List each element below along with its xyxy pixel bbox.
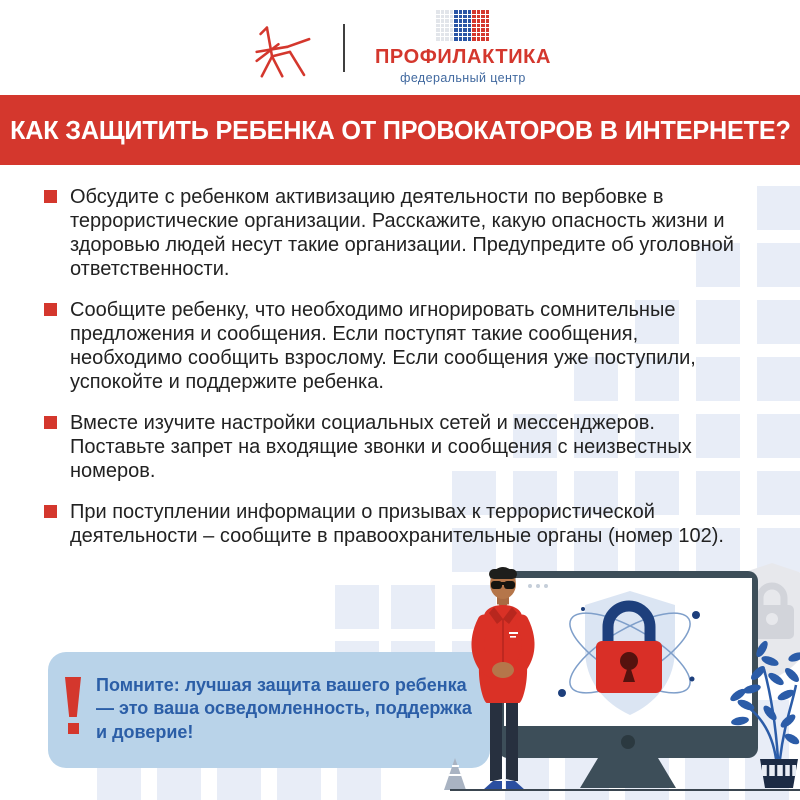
flag-pixel [463, 15, 467, 19]
flag-pixel [463, 28, 467, 32]
list-item [44, 185, 748, 281]
flag-pixel [450, 37, 454, 41]
flag-pixel [481, 28, 485, 32]
flag-pixel [472, 37, 476, 41]
flag-pixel [454, 19, 458, 23]
flag-pixel [468, 28, 472, 32]
flag-pixel [459, 28, 463, 32]
brand-subtitle: федеральный центр [400, 70, 526, 85]
flag-pixel [463, 37, 467, 41]
flag-pixel [481, 33, 485, 37]
flag-pixel [459, 19, 463, 23]
flag-pixel [459, 15, 463, 19]
flag-pixel [472, 28, 476, 32]
flag-pixel [463, 33, 467, 37]
flag-pixel [445, 28, 449, 32]
flag-pixel [486, 10, 490, 14]
flag-pixel [481, 19, 485, 23]
brand-block [375, 10, 551, 85]
flag-pixel [454, 28, 458, 32]
flag-pixel [486, 15, 490, 19]
list-item [44, 298, 748, 394]
bg-square [335, 585, 379, 629]
advice-text: Обсудите с ребенком активизацию деятельности по вербовке в террористические организации. Расскажите, какую опасность жизни и здоровью людей несут такие организации. Предупредите об уголовной ответственности. [70, 186, 734, 280]
flag-pixel [436, 33, 440, 37]
flag-pixel [441, 10, 445, 14]
flag-pixel [450, 28, 454, 32]
flag-pixel [481, 15, 485, 19]
security-illustration-icon [440, 553, 800, 800]
flag-pixel [441, 15, 445, 19]
flag-pixel [445, 15, 449, 19]
brand-name: ПРОФИЛАКТИКА [374, 45, 552, 68]
flag-pixel [481, 24, 485, 28]
flag-pixel [468, 33, 472, 37]
flag-pixel [454, 24, 458, 28]
red-square-icon [44, 303, 57, 316]
advice-list [0, 165, 800, 548]
flag-pixel [459, 10, 463, 14]
flag-pixel [463, 19, 467, 23]
flag-pixel [450, 15, 454, 19]
flag-pixel [486, 37, 490, 41]
flag-pixel [463, 10, 467, 14]
flag-pixel [477, 10, 481, 14]
flag-pixel [445, 37, 449, 41]
flag-pixel [477, 28, 481, 32]
reminder-text: Помните: лучшая защита вашего ребенка — это ваша осведомленность, поддержка и доверие! [96, 675, 472, 742]
flag-pixel [486, 33, 490, 37]
flag-pixel [477, 33, 481, 37]
flag-pixel [468, 10, 472, 14]
flag-pixel [477, 37, 481, 41]
flag-pixel [454, 37, 458, 41]
bg-square [391, 585, 435, 629]
flag-pixel [472, 10, 476, 14]
flag-pixel [445, 24, 449, 28]
title-banner [0, 95, 800, 165]
flag-pixel [436, 10, 440, 14]
list-item [44, 411, 748, 483]
flag-pixel [459, 33, 463, 37]
flag-pixel [436, 28, 440, 32]
flag-pixel [436, 19, 440, 23]
red-square-icon [44, 190, 57, 203]
flag-pixel [454, 10, 458, 14]
flag-pixel [468, 15, 472, 19]
header [0, 0, 800, 95]
flag-pixel [454, 15, 458, 19]
flag-pixel [445, 19, 449, 23]
flag-pixel [436, 24, 440, 28]
content [0, 165, 800, 800]
flag-pixel [472, 19, 476, 23]
exclamation-icon [64, 677, 82, 734]
chair-logo-icon [249, 15, 313, 85]
advice-text: Сообщите ребенку, что необходимо игнорировать сомнительные предложения и сообщения. Если поступят такие сообщения, необходимо сообщить взрослому. Если сообщения уже поступили, успокойте и поддержите ребенка. [70, 299, 696, 393]
flag-pixel [441, 37, 445, 41]
flag-pixel [441, 33, 445, 37]
flag-pixel [436, 15, 440, 19]
pixel-flag-icon [436, 10, 489, 41]
flag-pixel [468, 37, 472, 41]
flag-pixel [445, 10, 449, 14]
flag-pixel [463, 24, 467, 28]
flag-pixel [459, 37, 463, 41]
red-square-icon [44, 505, 57, 518]
flag-pixel [445, 33, 449, 37]
flag-pixel [472, 15, 476, 19]
flag-pixel [472, 24, 476, 28]
flag-pixel [441, 28, 445, 32]
flag-pixel [450, 19, 454, 23]
red-square-icon [44, 416, 57, 429]
flag-pixel [459, 24, 463, 28]
advice-text: При поступлении информации о призывах к террористической деятельности – сообщите в правоохранительные органы (номер 102). [70, 501, 724, 547]
flag-pixel [441, 24, 445, 28]
flag-pixel [450, 33, 454, 37]
flag-pixel [481, 37, 485, 41]
flag-pixel [450, 10, 454, 14]
reminder-note [48, 652, 490, 768]
flag-pixel [486, 24, 490, 28]
advice-text: Вместе изучите настройки социальных сетей и мессенджеров. Поставьте запрет на входящие звонки и сообщения с неизвестных номеров. [70, 412, 692, 482]
page-title: КАК ЗАЩИТИТЬ РЕБЕНКА ОТ ПРОВОКАТОРОВ В ИНТЕРНЕТЕ? [9, 114, 791, 145]
flag-pixel [441, 19, 445, 23]
flag-pixel [454, 33, 458, 37]
flag-pixel [468, 24, 472, 28]
flag-pixel [477, 19, 481, 23]
flag-pixel [486, 28, 490, 32]
flag-pixel [436, 37, 440, 41]
small-cone-plant [444, 758, 466, 790]
header-divider [343, 24, 345, 72]
flag-pixel [481, 10, 485, 14]
flag-pixel [477, 24, 481, 28]
flag-pixel [450, 24, 454, 28]
flag-pixel [468, 19, 472, 23]
list-item [44, 500, 748, 548]
flag-pixel [472, 33, 476, 37]
flag-pixel [486, 19, 490, 23]
flag-pixel [477, 15, 481, 19]
